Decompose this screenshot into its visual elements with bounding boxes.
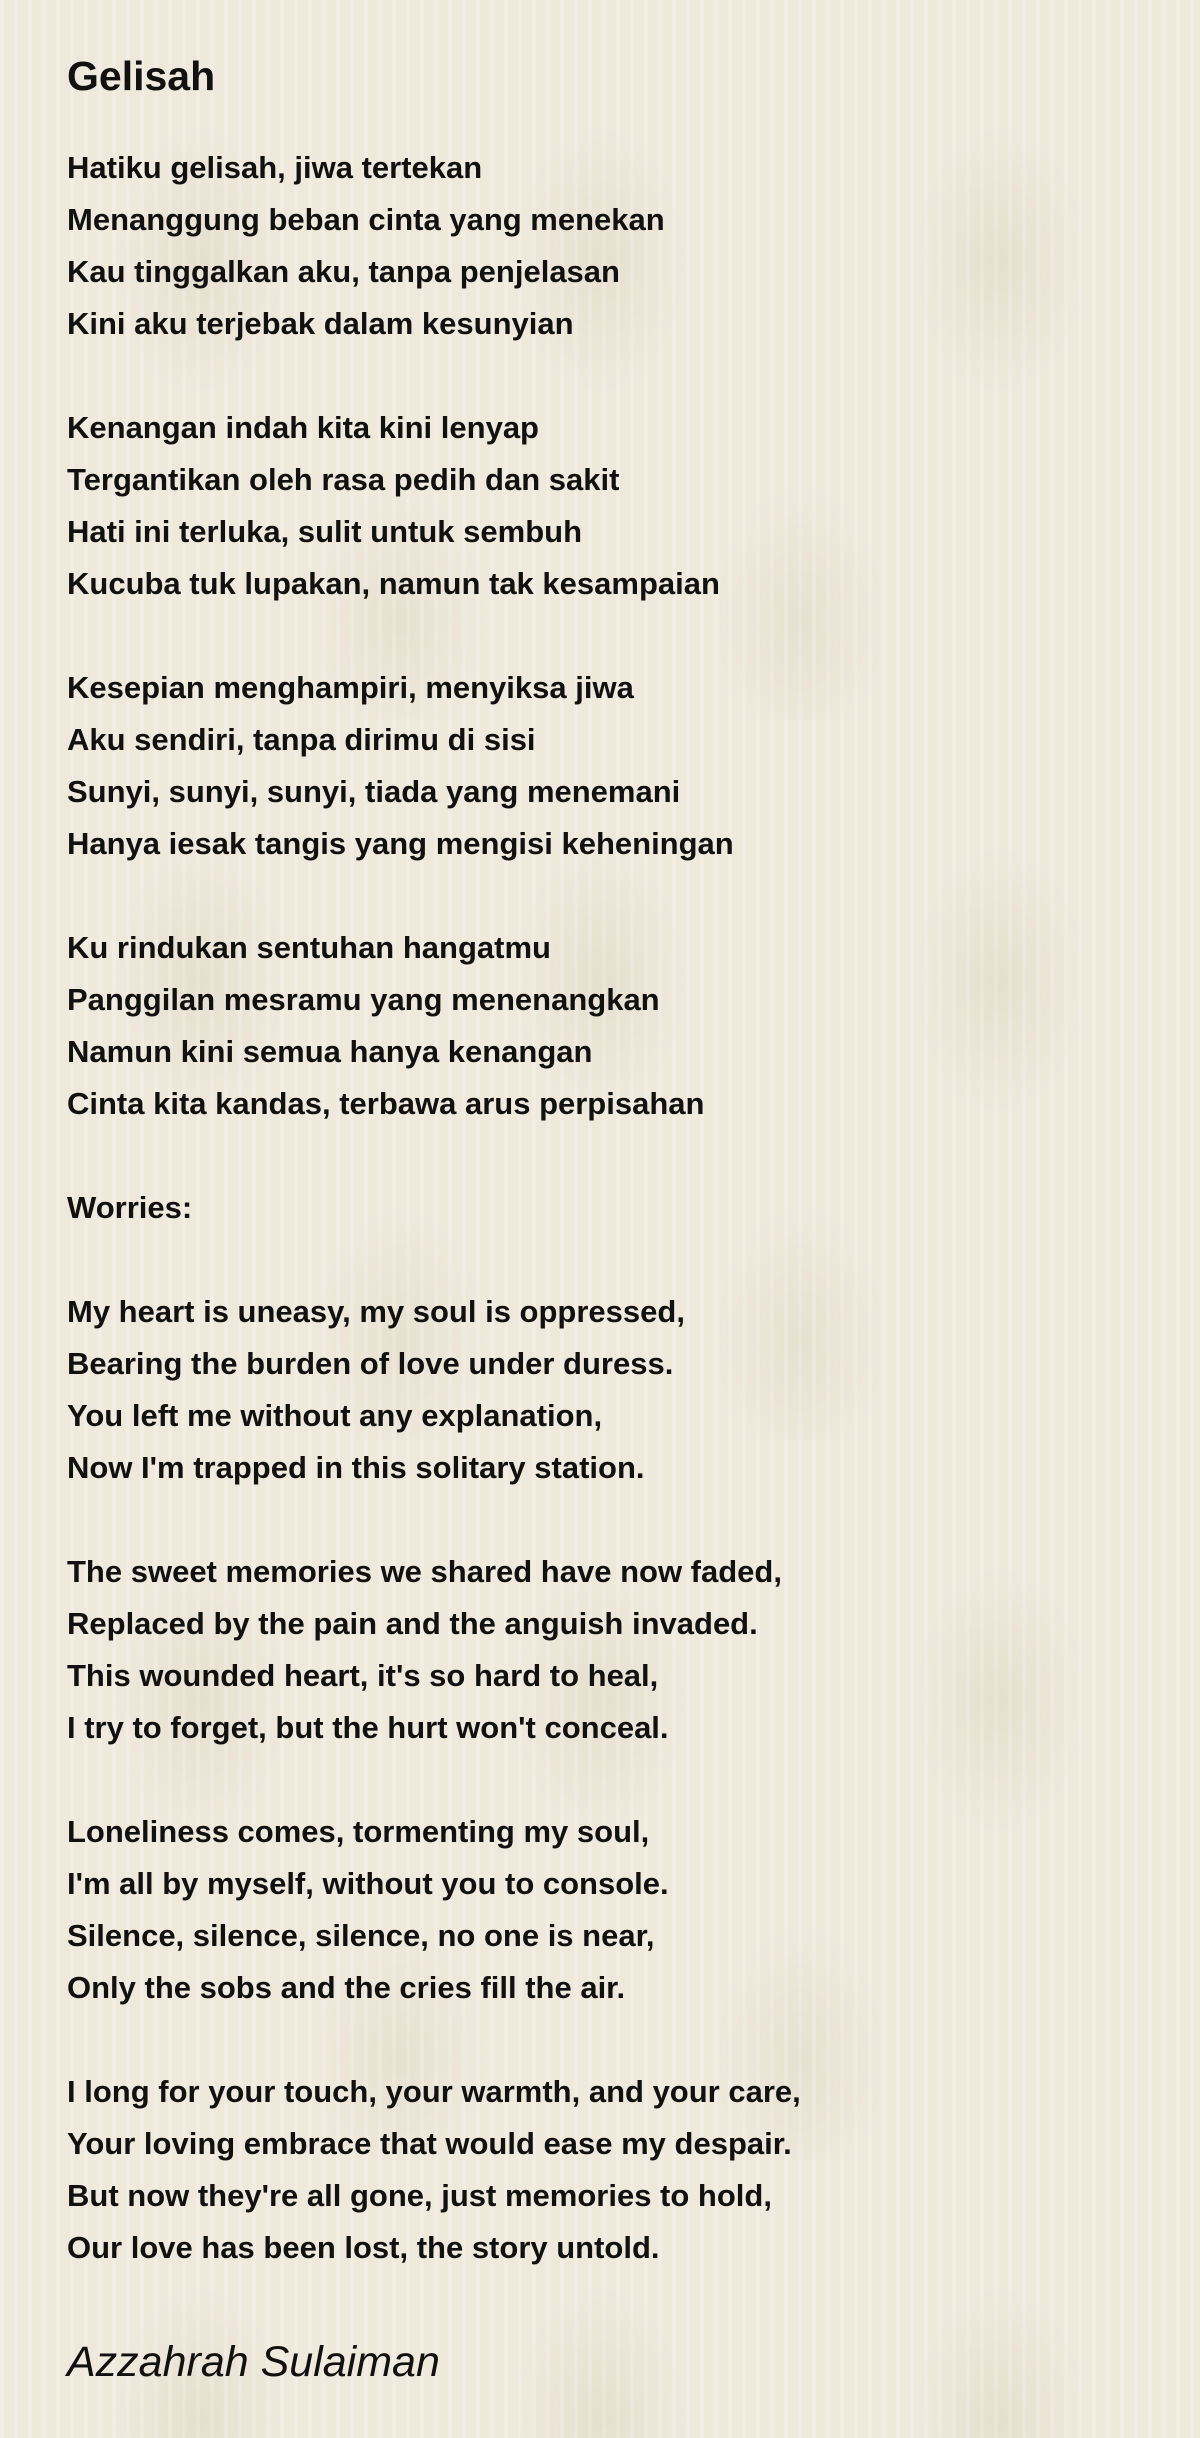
stanza [67, 402, 1147, 610]
poem-line: Our love has been lost, the story untold. [67, 2230, 660, 2265]
poem-line: Hati ini terluka, sulit untuk sembuh [67, 514, 583, 549]
translation-heading [67, 1182, 1147, 1234]
translation-label: Worries: [67, 1190, 193, 1225]
stanza [67, 142, 1147, 350]
poem-line: Loneliness comes, tormenting my soul, [67, 1814, 650, 1849]
poem-line: Aku sendiri, tanpa dirimu di sisi [67, 722, 536, 757]
poem-line: The sweet memories we shared have now faded, [67, 1554, 782, 1589]
poem-line: Hanya iesak tangis yang mengisi keheningan [67, 826, 734, 861]
poem-line: I'm all by myself, without you to console. [67, 1866, 669, 1901]
stanza [67, 922, 1147, 1130]
poem-line: Kau tinggalkan aku, tanpa penjelasan [67, 254, 620, 289]
poem-line: Only the sobs and the cries fill the air. [67, 1970, 626, 2005]
poem [67, 48, 1147, 2326]
author-name: Azzahrah Sulaiman [67, 2338, 440, 2386]
poem-line: Kucuba tuk lupakan, namun tak kesampaian [67, 566, 720, 601]
poem-line: Namun kini semua hanya kenangan [67, 1034, 593, 1069]
poem-line: Sunyi, sunyi, sunyi, tiada yang menemani [67, 774, 681, 809]
stanza [67, 1806, 1147, 2014]
poem-line: Hatiku gelisah, jiwa tertekan [67, 150, 483, 185]
poem-line: Panggilan mesramu yang menenangkan [67, 982, 660, 1017]
poem-line: Kenangan indah kita kini lenyap [67, 410, 539, 445]
poem-line: I long for your touch, your warmth, and your care, [67, 2074, 801, 2109]
poem-line: Kini aku terjebak dalam kesunyian [67, 306, 574, 341]
poem-line: Replaced by the pain and the anguish invaded. [67, 1606, 758, 1641]
poem-line: Menanggung beban cinta yang menekan [67, 202, 665, 237]
poem-title: Gelisah [67, 53, 216, 99]
poem-line: Tergantikan oleh rasa pedih dan sakit [67, 462, 620, 497]
poem-line: Kesepian menghampiri, menyiksa jiwa [67, 670, 634, 705]
stanza [67, 2066, 1147, 2274]
stanza [67, 662, 1147, 870]
poem-line: Now I'm trapped in this solitary station. [67, 1450, 645, 1485]
poem-line: Cinta kita kandas, terbawa arus perpisahan [67, 1086, 705, 1121]
poem-line: You left me without any explanation, [67, 1398, 603, 1433]
poem-line: Ku rindukan sentuhan hangatmu [67, 930, 551, 965]
poem-line: Bearing the burden of love under duress. [67, 1346, 674, 1381]
stanza [67, 1286, 1147, 1494]
poem-line: Your loving embrace that would ease my despair. [67, 2126, 792, 2161]
poem-line: Silence, silence, silence, no one is near, [67, 1918, 655, 1953]
poem-line: My heart is uneasy, my soul is oppressed, [67, 1294, 685, 1329]
poem-line: I try to forget, but the hurt won't conceal. [67, 1710, 669, 1745]
poem-line: But now they're all gone, just memories to hold, [67, 2178, 772, 2213]
stanza [67, 1546, 1147, 1754]
poem-line: This wounded heart, it's so hard to heal, [67, 1658, 659, 1693]
